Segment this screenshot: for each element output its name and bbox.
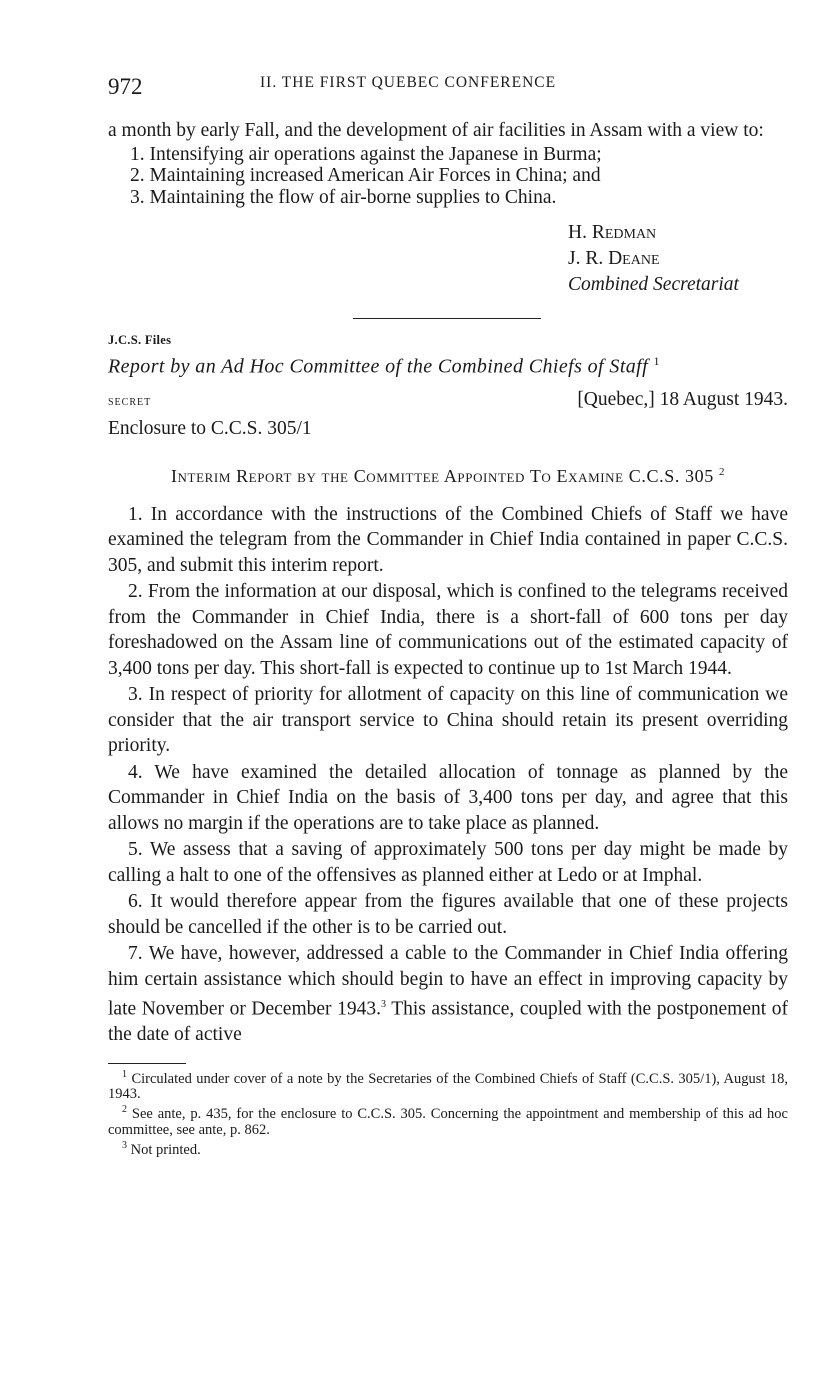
footnotes	[108, 1067, 788, 1158]
paragraph: 2. From the information at our disposal, which is confined to the telegrams received from the Commander in Chief India, there is a short-fall of 600 tons per day foreshadowed on the Assam line of communications out of the estimated capacity of 3,400 tons per day. This short-fall is expected to continue up to 1st March 1944.	[108, 581, 788, 679]
list-item: 2. Maintaining increased American Air Forces in China; and	[130, 165, 601, 186]
footnote-mark: 3	[122, 1140, 127, 1152]
footnote-text: Not printed.	[130, 1142, 201, 1159]
dateline: [Quebec,] 18 August 1943.	[577, 388, 788, 410]
paragraph: 1. In accordance with the instructions of the Combined Chiefs of Staff we have examined the telegram from the Commander in Chief India contained in paper C.C.S. 305, and submit this interim report.	[108, 503, 788, 576]
footnote-mark: 1	[122, 1068, 127, 1080]
paragraph: 6. It would therefore appear from the figures available that one of these projects should be cancelled if the other is to be carried out.	[108, 891, 788, 938]
document-title-text: Report by an Ad Hoc Committee of the Combined Chiefs of Staff	[108, 355, 649, 378]
section-divider	[353, 318, 541, 319]
paragraph-7	[108, 941, 788, 1048]
purposes-list	[108, 144, 788, 209]
list-item: 1. Intensifying air operations against the Japanese in Burma;	[130, 143, 602, 165]
classification-label: secret	[108, 393, 152, 409]
meta-row	[108, 389, 788, 416]
signatory-deane: J. R. Deane	[568, 248, 660, 269]
document-title	[108, 354, 788, 379]
footnote-text: Circulated under cover of a note by the Secretaries of the Combined Chiefs of Staff (C.C.S. 305/1), August 18, 1943.	[108, 1070, 789, 1103]
paragraph-7-continuation: This assistance, coupled with the postponement of the date of active	[108, 998, 788, 1046]
signature-block	[568, 220, 788, 298]
list-item: 3. Maintaining the flow of air-borne supplies to China.	[130, 186, 557, 208]
signatory-redman: H. Redman	[568, 222, 657, 243]
page-number: 972	[108, 74, 143, 99]
intro-paragraph	[108, 118, 788, 144]
running-head: II. THE FIRST QUEBEC CONFERENCE	[260, 74, 557, 91]
footnote-mark: 2	[122, 1104, 127, 1116]
paragraph: 5. We assess that a saving of approximately 500 tons per day might be made by calling a halt to one of the offensives as planned either at Ledo or at Imphal.	[108, 839, 788, 886]
report-heading	[108, 460, 788, 488]
paragraph-7-text: 7. We have, however, addressed a cable to the Commander in Chief India offering him certain assistance which should begin to have an effect in improving capacity by late November or December 1943.	[108, 943, 788, 1020]
enclosure-label: Enclosure to C.C.S. 305/1	[108, 417, 312, 439]
footnote	[108, 1102, 788, 1138]
source-label: J.C.S. Files	[108, 333, 172, 347]
footnote-ref: 3	[380, 999, 386, 1011]
report-heading-text: Interim Report by the Committee Appointed To Examine C.C.S. 305	[170, 465, 714, 486]
document-page	[108, 70, 788, 1158]
footnote	[108, 1067, 788, 1103]
footnote-text: See ante, p. 435, for the enclosure to C.C.S. 305. Concerning the appointment and membership of this ad hoc committee, see ante, p. 862.	[108, 1106, 788, 1139]
report-body	[108, 502, 788, 1048]
footnote	[108, 1138, 788, 1158]
paragraph: 4. We have examined the detailed allocation of tonnage as planned by the Commander in Chief India on the basis of 3,400 tons per day, and agree that this allows no margin if the operations are to take place as planned.	[108, 761, 788, 834]
footnote-ref: 2	[718, 465, 726, 478]
footnote-divider	[108, 1063, 186, 1064]
intro-text: a month by early Fall, and the development of air facilities in Assam with a view to:	[108, 120, 764, 141]
page-header	[108, 70, 788, 108]
footnote-ref: 1	[653, 354, 660, 368]
signatory-office: Combined Secretariat	[568, 274, 739, 295]
paragraph: 3. In respect of priority for allotment of capacity on this line of communication we consider that the air transport service to China should retain its present overriding priority.	[108, 684, 788, 757]
